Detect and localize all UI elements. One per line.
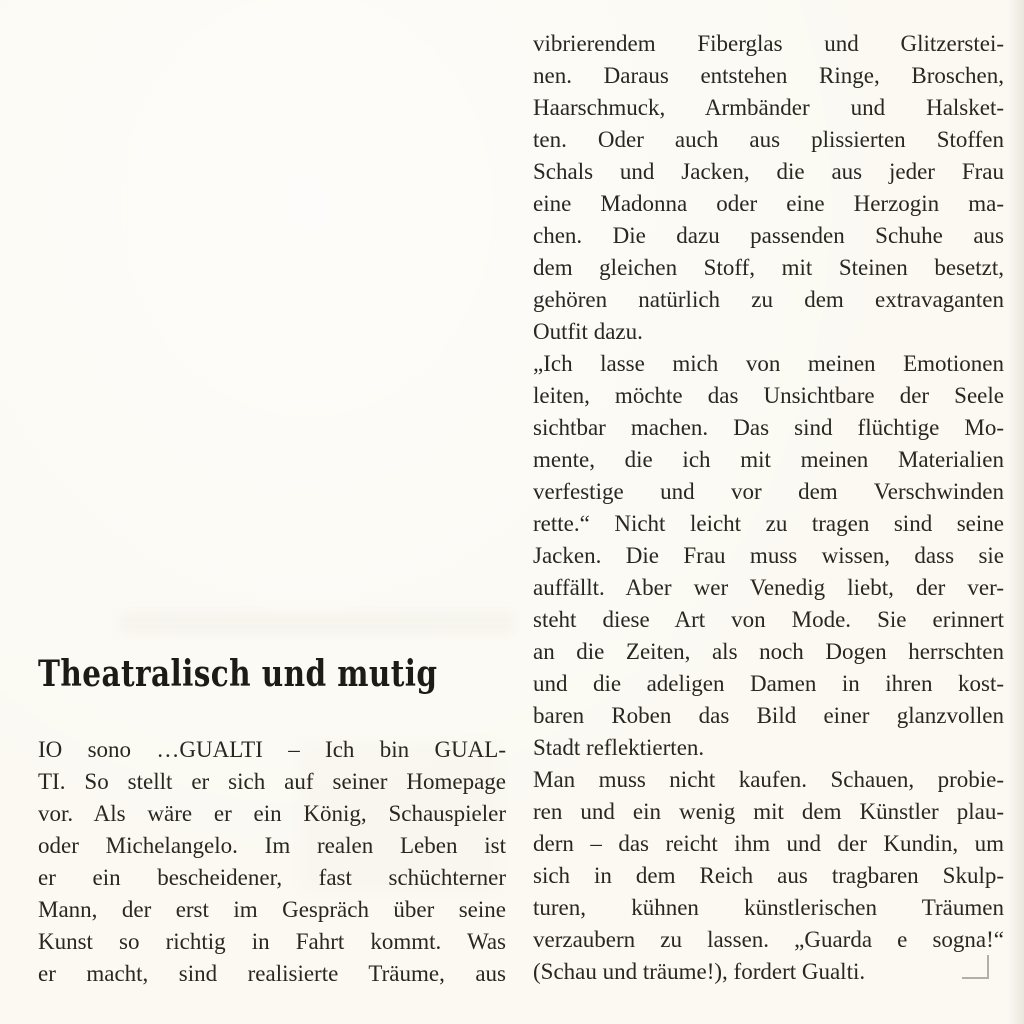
text-line: und die adeligen Damen in ihren kost- (533, 671, 1004, 696)
text-line: Outfit dazu. (533, 319, 643, 344)
text-line: dern – das reicht ihm und der Kundin, um (533, 831, 1004, 856)
text-line: ren und ein wenig mit dem Künstler plau- (533, 799, 1004, 824)
text-line: oder Michelangelo. Im realen Leben ist (38, 833, 506, 858)
text-line: chen. Die dazu passenden Schuhe aus (533, 223, 1004, 248)
text-line: verzaubern zu lassen. „Guarda e sogna!“ (533, 927, 1004, 952)
left-column (38, 652, 506, 990)
text-line: ten. Oder auch aus plissierten Stoffen (533, 127, 1004, 152)
article-body-left (38, 734, 506, 990)
text-line: Stadt reflektierten. (533, 735, 705, 760)
page-showthrough (120, 612, 515, 634)
text-line: rette.“ Nicht leicht zu tragen sind seine (533, 511, 1004, 536)
text-line: er macht, sind realisierte Träume, aus (38, 961, 506, 986)
page-edge-shade (1008, 0, 1024, 1024)
text-line: IO sono …GUALTI – Ich bin GUAL- (38, 737, 506, 762)
text-line: Jacken. Die Frau muss wissen, dass sie (533, 543, 1004, 568)
text-line: Mann, der erst im Gespräch über seine (38, 897, 506, 922)
text-line: sichtbar machen. Das sind flüchtige Mo- (533, 415, 1004, 440)
text-line: an die Zeiten, als noch Dogen herrschten (533, 639, 1004, 664)
text-line: Kunst so richtig in Fahrt kommt. Was (38, 929, 506, 954)
text-line: (Schau und träume!), fordert Gualti. (533, 959, 866, 984)
text-line: Haarschmuck, Armbänder und Halsket- (533, 95, 1004, 120)
text-line: gehören natürlich zu dem extravaganten (533, 287, 1004, 312)
text-line: sich in dem Reich aus tragbaren Skulp- (533, 863, 1004, 888)
text-line: vor. Als wäre er ein König, Schauspieler (38, 801, 506, 826)
text-line: nen. Daraus entstehen Ringe, Broschen, (533, 63, 1004, 88)
article-end-icon (962, 955, 989, 979)
article-heading: Theatralisch und mutig (38, 653, 438, 695)
text-line: steht diese Art von Mode. Sie erinnert (533, 607, 1004, 632)
text-line: Man muss nicht kaufen. Schauen, probie- (533, 767, 1004, 792)
text-line: Schals und Jacken, die aus jeder Frau (533, 159, 1004, 184)
text-line: baren Roben das Bild einer glanzvollen (533, 703, 1004, 728)
text-line: auffällt. Aber wer Venedig liebt, der ver- (533, 575, 1004, 600)
text-line: er ein bescheidener, fast schüchterner (38, 865, 506, 890)
text-line: turen, kühnen künstlerischen Träumen (533, 895, 1004, 920)
text-line: leiten, möchte das Unsichtbare der Seele (533, 383, 1004, 408)
article-body-right (533, 28, 1004, 988)
text-line: TI. So stellt er sich auf seiner Homepage (38, 769, 506, 794)
text-line: „Ich lasse mich von meinen Emotionen (533, 351, 1004, 376)
text-line: vibrierendem Fiberglas und Glitzerstei- (533, 31, 1004, 56)
text-line: dem gleichen Stoff, mit Steinen besetzt, (533, 255, 1004, 280)
text-line: mente, die ich mit meinen Materialien (533, 447, 1004, 472)
text-line: eine Madonna oder eine Herzogin ma- (533, 191, 1004, 216)
text-line: verfestige und vor dem Verschwinden (533, 479, 1004, 504)
right-column (533, 28, 1004, 988)
